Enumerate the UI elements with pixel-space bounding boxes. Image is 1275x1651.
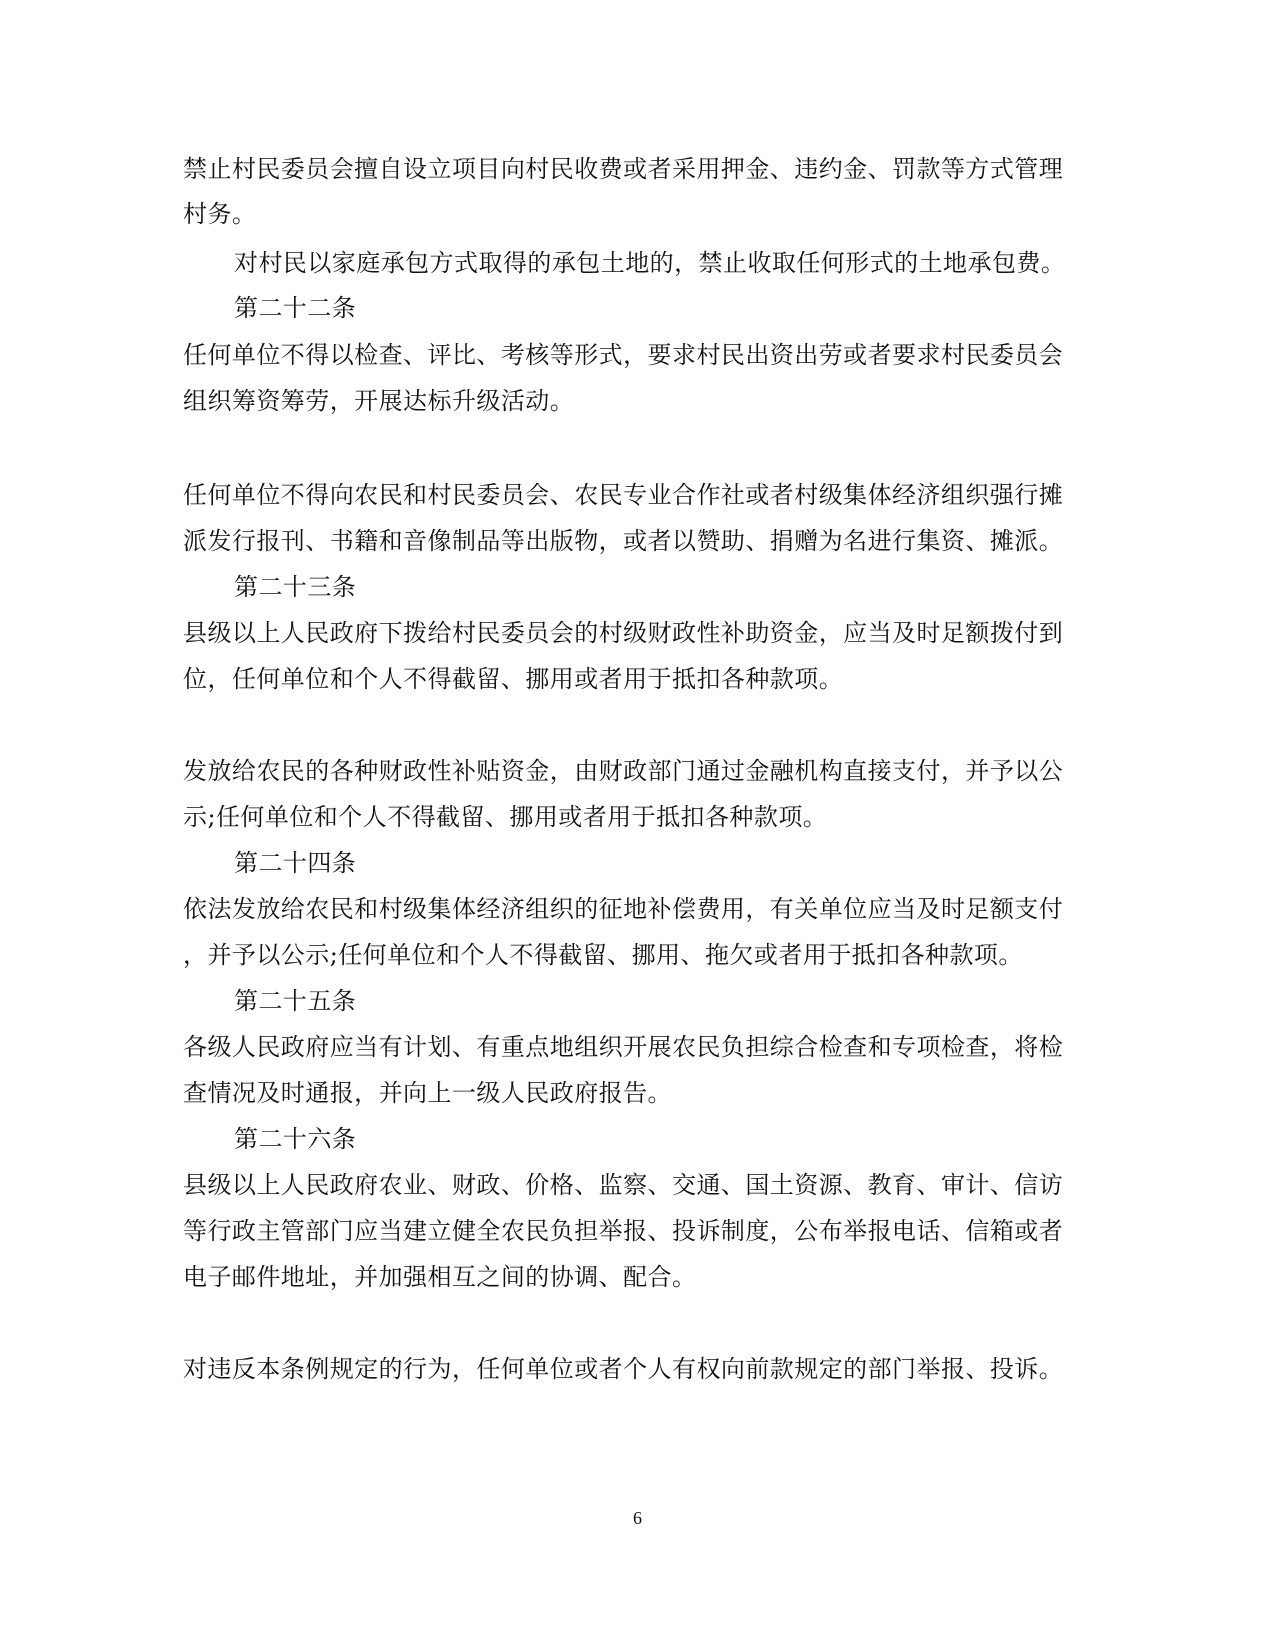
text-line: 各级人民政府应当有计划、有重点地组织开展农民负担综合检查和专项检查，将检 xyxy=(183,1033,1064,1061)
article-heading: 第二十三条 xyxy=(234,573,357,601)
text-line: 任何单位不得以检查、评比、考核等形式，要求村民出资出劳或者要求村民委员会 xyxy=(183,341,1064,369)
text-line: 村务。 xyxy=(183,200,257,228)
text-line: ，并予以公示;任何单位和个人不得截留、挪用、拖欠或者用于抵扣各种款项。 xyxy=(183,941,1023,969)
article-heading: 第二十六条 xyxy=(234,1125,357,1153)
text-line: 禁止村民委员会擅自设立项目向村民收费或者采用押金、违约金、罚款等方式管理 xyxy=(183,155,1064,183)
text-line: 发放给农民的各种财政性补贴资金，由财政部门通过金融机构直接支付，并予以公 xyxy=(183,757,1064,785)
text-line: 县级以上人民政府下拨给村民委员会的村级财政性补助资金，应当及时足额拨付到 xyxy=(183,619,1064,647)
article-heading: 第二十二条 xyxy=(234,294,357,322)
text-line: 派发行报刊、书籍和音像制品等出版物，或者以赞助、捐赠为名进行集资、摊派。 xyxy=(183,527,1064,555)
text-line: 位，任何单位和个人不得截留、挪用或者用于抵扣各种款项。 xyxy=(183,665,844,693)
text-line: 查情况及时通报，并向上一级人民政府报告。 xyxy=(183,1079,672,1107)
text-line: 示;任何单位和个人不得截留、挪用或者用于抵扣各种款项。 xyxy=(183,803,828,831)
text-line: 电子邮件地址，并加强相互之间的协调、配合。 xyxy=(183,1263,697,1291)
page-number: 6 xyxy=(633,1508,642,1528)
text-line: 等行政主管部门应当建立健全农民负担举报、投诉制度，公布举报电话、信箱或者 xyxy=(183,1217,1064,1245)
text-line: 组织筹资筹劳，开展达标升级活动。 xyxy=(183,387,575,415)
article-heading: 第二十四条 xyxy=(234,849,357,877)
article-heading: 第二十五条 xyxy=(234,987,357,1015)
text-line: 对违反本条例规定的行为，任何单位或者个人有权向前款规定的部门举报、投诉。 xyxy=(183,1355,1064,1383)
text-line: 依法发放给农民和村级集体经济组织的征地补偿费用，有关单位应当及时足额支付 xyxy=(183,895,1064,923)
text-line: 任何单位不得向农民和村民委员会、农民专业合作社或者村级集体经济组织强行摊 xyxy=(183,481,1064,509)
text-line: 对村民以家庭承包方式取得的承包土地的，禁止收取任何形式的土地承包费。 xyxy=(234,249,1066,277)
text-line: 县级以上人民政府农业、财政、价格、监察、交通、国土资源、教育、审计、信访 xyxy=(183,1171,1064,1199)
